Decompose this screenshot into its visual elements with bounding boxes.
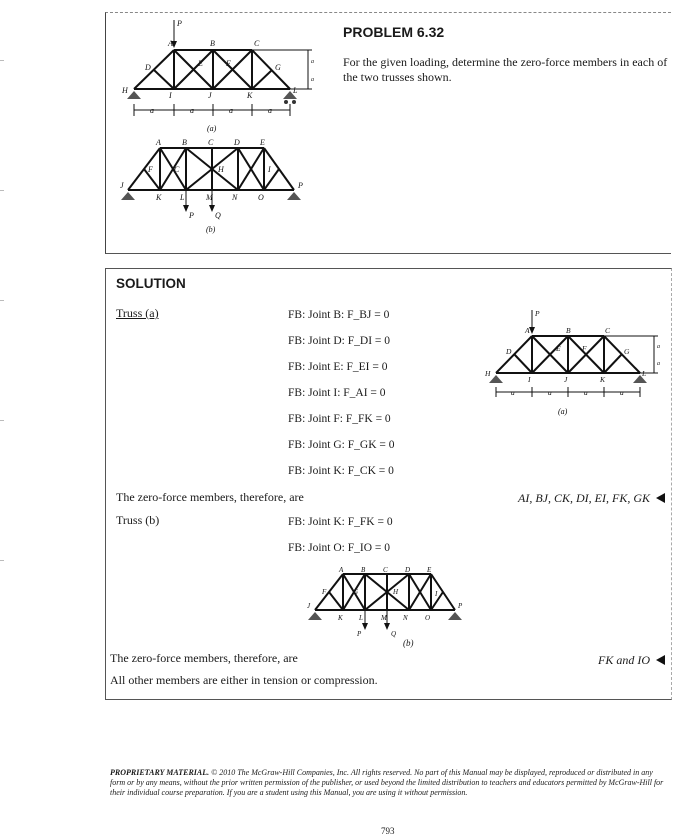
svg-text:a: a: [229, 106, 233, 115]
footer-text: © 2010 The McGraw-Hill Companies, Inc. All rights reserved. No part of this Manual may be displayed, reproduced or distributed in any form or by any means, without the prior written permission of the publisher, or used beyond the limited distribution to teachers and educators permitted by McGraw-Hill for their individual course preparation. If you are a student using this Manual, you are using it without permission.: [110, 768, 664, 797]
svg-text:L: L: [180, 193, 185, 202]
answer-arrow-icon: [656, 493, 665, 503]
svg-text:P: P: [298, 181, 303, 190]
page-number: 793: [381, 826, 395, 836]
svg-text:P: P: [357, 630, 362, 638]
equation-b-2: FB: Joint O: F_IO = 0: [288, 542, 391, 554]
svg-text:C: C: [208, 138, 214, 147]
equation-a-3: FB: Joint E: F_EI = 0: [288, 361, 388, 373]
truss-b-label: Truss (b): [116, 513, 160, 527]
svg-text:C: C: [383, 566, 388, 574]
svg-text:C: C: [174, 165, 180, 174]
truss-b-answer: FK and IO: [598, 653, 650, 667]
equation-a-2: FB: Joint D: F_DI = 0: [288, 335, 391, 347]
svg-text:E: E: [556, 344, 561, 353]
svg-text:a: a: [620, 388, 624, 397]
svg-text:H: H: [122, 86, 128, 95]
svg-text:G: G: [624, 347, 630, 356]
svg-text:a: a: [511, 388, 515, 397]
truss-b-answer-row: [598, 651, 665, 669]
footer-lead: PROPRIETARY MATERIAL.: [110, 768, 210, 777]
svg-text:A: A: [168, 39, 173, 48]
svg-text:I: I: [435, 590, 438, 598]
svg-text:G: G: [275, 63, 281, 72]
svg-text:F: F: [582, 344, 587, 353]
solution-figure-b-caption: (b): [403, 638, 414, 648]
svg-text:J: J: [120, 181, 124, 190]
svg-text:B: B: [361, 566, 366, 574]
svg-text:M: M: [206, 193, 213, 202]
svg-text:P: P: [458, 602, 463, 610]
equation-a-7: FB: Joint K: F_CK = 0: [288, 465, 394, 477]
svg-text:B: B: [566, 326, 571, 335]
svg-text:P: P: [189, 211, 194, 220]
truss-a-figure: [112, 18, 327, 138]
svg-text:D: D: [145, 63, 151, 72]
svg-text:D: D: [234, 138, 240, 147]
final-note: All other members are either in tension or compression.: [110, 673, 378, 687]
figure-a-caption: (a): [207, 124, 217, 133]
svg-text:P: P: [535, 309, 540, 318]
equation-a-4: FB: Joint I: F_AI = 0: [288, 387, 386, 399]
solution-truss-a-figure: [478, 308, 668, 420]
svg-text:O: O: [258, 193, 264, 202]
svg-text:a: a: [311, 77, 314, 83]
svg-text:A: A: [339, 566, 344, 574]
svg-text:L: L: [293, 86, 298, 95]
svg-text:B: B: [210, 39, 215, 48]
svg-text:I: I: [528, 375, 531, 384]
answer-arrow-icon: [656, 655, 665, 665]
svg-text:N: N: [232, 193, 238, 202]
svg-text:a: a: [190, 106, 194, 115]
svg-text:P: P: [177, 19, 182, 28]
svg-text:I: I: [169, 91, 172, 100]
svg-text:J: J: [564, 375, 568, 384]
truss-a-answer: AI, BJ, CK, DI, EI, FK, GK: [518, 491, 650, 505]
svg-text:a: a: [311, 59, 314, 65]
figure-b-caption: (b): [206, 225, 216, 234]
truss-a-conclusion: The zero-force members, therefore, are: [116, 490, 304, 504]
svg-text:C: C: [254, 39, 260, 48]
svg-text:a: a: [657, 361, 660, 367]
svg-text:L: L: [359, 614, 363, 622]
svg-text:I: I: [268, 165, 271, 174]
problem-statement: For the given loading, determine the zero-force members in each of the two trusses shown.: [343, 55, 668, 84]
svg-text:a: a: [584, 388, 588, 397]
svg-text:H: H: [218, 165, 224, 174]
svg-text:Q: Q: [215, 211, 221, 220]
svg-text:E: E: [198, 59, 203, 68]
solution-figure-a-caption: (a): [558, 407, 568, 416]
svg-text:F: F: [148, 165, 153, 174]
problem-title: PROBLEM 6.32: [343, 24, 445, 40]
svg-text:K: K: [338, 614, 343, 622]
svg-text:a: a: [657, 344, 660, 350]
equation-a-6: FB: Joint G: F_GK = 0: [288, 439, 395, 451]
svg-text:G: G: [353, 588, 359, 596]
svg-text:F: F: [322, 588, 327, 596]
footer-notice: [110, 768, 666, 798]
svg-text:A: A: [525, 326, 530, 335]
equation-a-1: FB: Joint B: F_BJ = 0: [288, 309, 390, 321]
svg-text:K: K: [247, 91, 253, 100]
svg-text:J: J: [208, 91, 212, 100]
svg-text:D: D: [405, 566, 411, 574]
svg-text:N: N: [403, 614, 408, 622]
margin-mark: [0, 420, 4, 421]
solution-truss-b-figure: [305, 566, 465, 654]
truss-a-answer-row: [518, 489, 665, 507]
svg-text:M: M: [381, 614, 387, 622]
svg-text:E: E: [427, 566, 432, 574]
svg-text:Q: Q: [391, 630, 397, 638]
svg-text:D: D: [506, 347, 512, 356]
svg-text:K: K: [600, 375, 606, 384]
svg-text:C: C: [605, 326, 611, 335]
truss-b-figure: [118, 138, 308, 238]
svg-text:B: B: [182, 138, 187, 147]
svg-text:K: K: [156, 193, 162, 202]
svg-text:J: J: [307, 602, 311, 610]
svg-text:a: a: [268, 106, 272, 115]
margin-mark: [0, 300, 4, 301]
truss-b-conclusion: The zero-force members, therefore, are: [110, 651, 298, 665]
svg-text:L: L: [642, 369, 647, 378]
truss-a-label: Truss (a): [116, 306, 159, 320]
svg-text:a: a: [150, 106, 154, 115]
svg-text:a: a: [548, 388, 552, 397]
svg-text:H: H: [485, 369, 491, 378]
margin-mark: [0, 560, 4, 561]
svg-text:E: E: [260, 138, 265, 147]
margin-mark: [0, 60, 4, 61]
margin-mark: [0, 190, 4, 191]
equation-a-5: FB: Joint F: F_FK = 0: [288, 413, 391, 425]
svg-text:O: O: [425, 614, 431, 622]
equation-b-1: FB: Joint K: F_FK = 0: [288, 516, 393, 528]
svg-text:A: A: [156, 138, 161, 147]
solution-title: SOLUTION: [116, 276, 186, 291]
svg-text:F: F: [226, 59, 231, 68]
svg-text:H: H: [393, 588, 399, 596]
